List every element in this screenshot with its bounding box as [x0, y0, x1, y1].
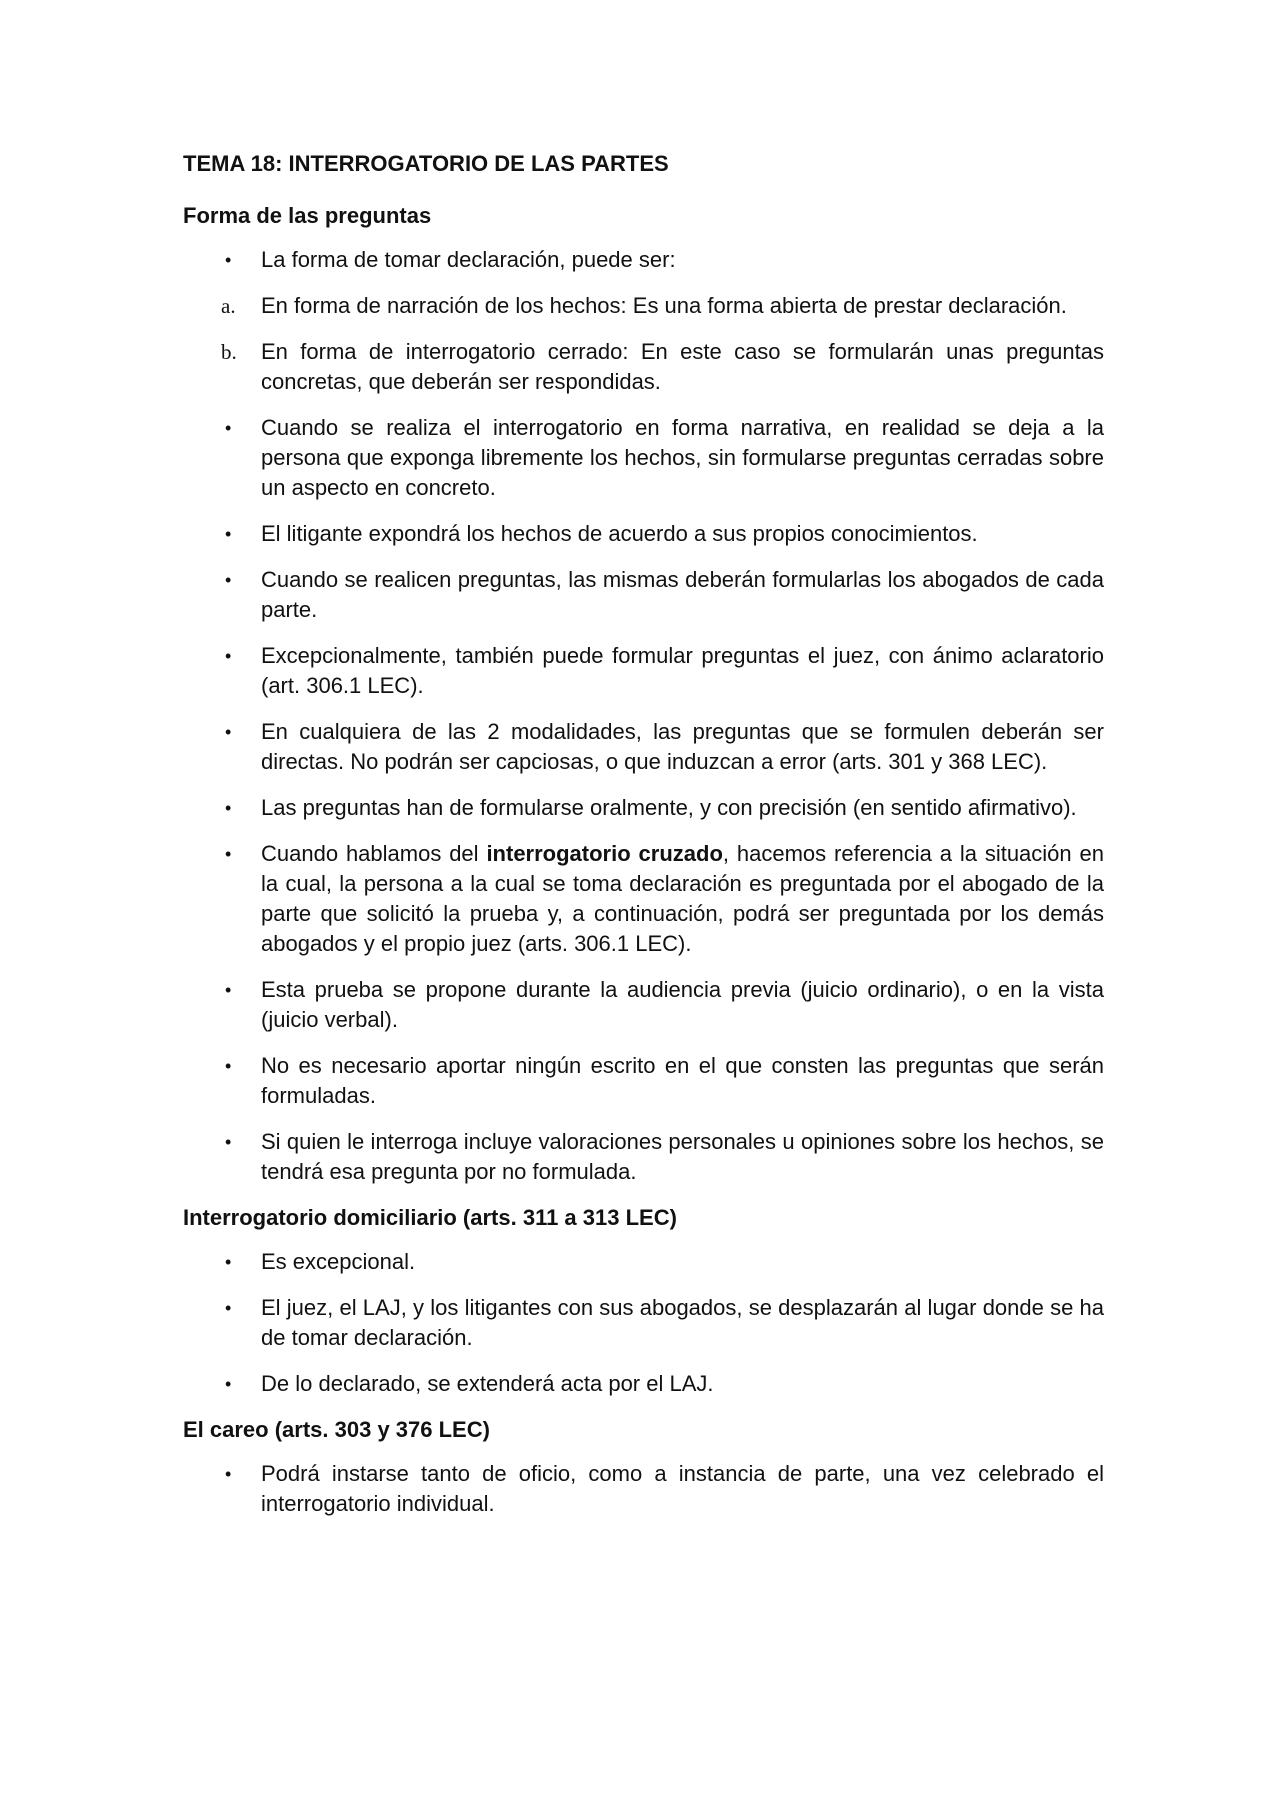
list-item-text: En forma de interrogatorio cerrado: En este caso se formularán unas preguntas concretas, que deberán ser respondidas. [261, 339, 1104, 394]
list-item [183, 1293, 1104, 1353]
bullet-marker: • [225, 524, 232, 544]
document-title: TEMA 18: INTERROGATORIO DE LAS PARTES [183, 151, 669, 176]
bullet-marker: • [225, 1056, 232, 1076]
list-item [183, 565, 1104, 625]
list-item [183, 839, 1104, 959]
bullet-marker: • [225, 418, 232, 438]
section-interrogatorio-domiciliario [183, 1203, 1104, 1399]
list-item [183, 1247, 1104, 1277]
letter-marker: a. [221, 294, 236, 318]
list-item [183, 337, 1104, 397]
list-item [183, 793, 1104, 823]
list-item-text: No es necesario aportar ningún escrito en el que consten las preguntas que serán formuladas. [261, 1053, 1104, 1108]
list-item-text: En forma de narración de los hechos: Es una forma abierta de prestar declaración. [261, 293, 1067, 318]
list-item-text: En cualquiera de las 2 modalidades, las preguntas que se formulen deberán ser directas. No podrán ser capciosas, o que induzcan a error (arts. 301 y 368 LEC). [261, 719, 1104, 774]
list-item-text: Excepcionalmente, también puede formular preguntas el juez, con ánimo aclaratorio (art. 306.1 LEC). [261, 643, 1104, 698]
section-forma-de-las-preguntas [183, 201, 1104, 1187]
bullet-marker: • [225, 1132, 232, 1152]
section-el-careo [183, 1415, 1104, 1519]
list-item [183, 1369, 1104, 1399]
list-item [183, 717, 1104, 777]
bullet-marker: • [225, 1298, 232, 1318]
text-run: Cuando hablamos del [261, 841, 487, 866]
bold-term-interrogatorio-cruzado: interrogatorio cruzado [486, 841, 723, 866]
list-item-text: Es excepcional. [261, 1249, 416, 1274]
list-item [183, 975, 1104, 1035]
list-item-text: De lo declarado, se extenderá acta por el LAJ. [261, 1371, 714, 1396]
bullet-marker: • [225, 1252, 232, 1272]
list-item [183, 641, 1104, 701]
letter-marker: b. [221, 340, 237, 364]
bullet-marker: • [225, 980, 232, 1000]
section-heading: Forma de las preguntas [183, 203, 432, 228]
list-item-text: Cuando se realicen preguntas, las mismas deberán formularlas los abogados de cada parte. [261, 567, 1104, 622]
bullet-marker: • [225, 1464, 232, 1484]
document-page [183, 149, 1104, 1535]
list-item-text: Si quien le interroga incluye valoraciones personales u opiniones sobre los hechos, se tendrá esa pregunta por no formulada. [261, 1129, 1104, 1184]
list-item-text: Cuando se realiza el interrogatorio en forma narrativa, en realidad se deja a la persona que exponga libremente los hechos, sin formularse preguntas cerradas sobre un aspecto en concreto. [261, 415, 1104, 500]
list-item [183, 1459, 1104, 1519]
list-item-text: Las preguntas han de formularse oralmente, y con precisión (en sentido afirmativo). [261, 795, 1077, 820]
list-item [183, 519, 1104, 549]
text-run: , hacemos referencia a la situación en la cual, la persona a la cual se toma declaración es preguntada por el abogado de la parte que solicitó la prueba y, a continuación, podrá ser preguntada por los demás abogados y el propio juez (arts. 306.1 LEC). [261, 841, 1104, 956]
list-item [183, 1051, 1104, 1111]
bullet-marker: • [225, 570, 232, 590]
bullet-marker: • [225, 722, 232, 742]
list-item [183, 291, 1104, 321]
list-item-text: Esta prueba se propone durante la audiencia previa (juicio ordinario), o en la vista (juicio verbal). [261, 977, 1104, 1032]
list-item-text [261, 839, 1104, 959]
list-item [183, 1127, 1104, 1187]
section-heading: Interrogatorio domiciliario (arts. 311 a 313 LEC) [183, 1205, 677, 1230]
bullet-marker: • [225, 798, 232, 818]
list-item-text: La forma de tomar declaración, puede ser: [261, 247, 676, 272]
list-item [183, 413, 1104, 503]
bullet-marker: • [225, 1374, 232, 1394]
list-item-text: El juez, el LAJ, y los litigantes con sus abogados, se desplazarán al lugar donde se ha de tomar declaración. [261, 1295, 1104, 1350]
list-item-text: Podrá instarse tanto de oficio, como a instancia de parte, una vez celebrado el interrogatorio individual. [261, 1461, 1104, 1516]
list-item-text: El litigante expondrá los hechos de acuerdo a sus propios conocimientos. [261, 521, 978, 546]
bullet-marker: • [225, 250, 232, 270]
section-heading: El careo (arts. 303 y 376 LEC) [183, 1417, 490, 1442]
bullet-marker: • [225, 646, 232, 666]
list-item [183, 245, 1104, 275]
bullet-marker: • [225, 844, 232, 864]
